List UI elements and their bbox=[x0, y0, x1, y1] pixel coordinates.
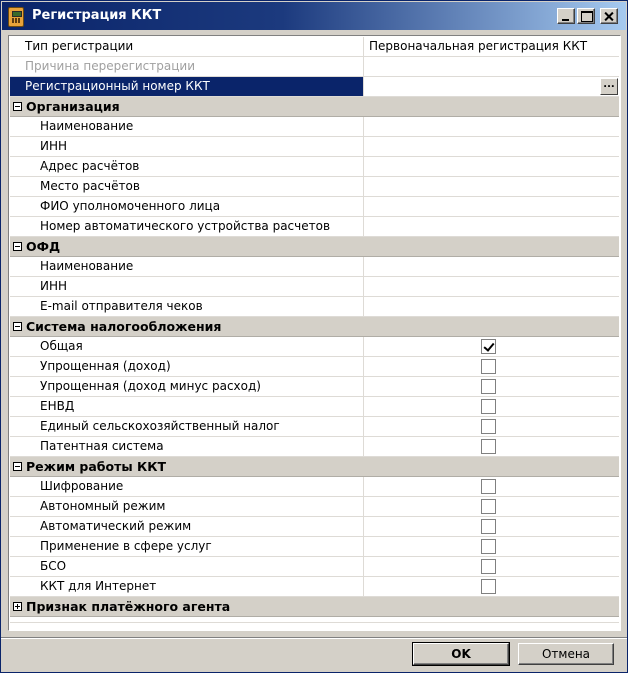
property-name: Причина перерегистрации bbox=[10, 57, 364, 76]
property-row[interactable] bbox=[10, 437, 619, 457]
property-row[interactable] bbox=[10, 297, 619, 317]
property-row[interactable] bbox=[10, 397, 619, 417]
property-grid-body bbox=[10, 37, 619, 629]
property-value[interactable] bbox=[364, 77, 619, 96]
property-name: Шифрование bbox=[10, 477, 364, 496]
property-value[interactable] bbox=[364, 517, 619, 536]
kkt-app-icon bbox=[8, 7, 24, 27]
property-value[interactable] bbox=[364, 417, 619, 436]
property-row[interactable] bbox=[10, 577, 619, 597]
property-name: Автономный режим bbox=[10, 497, 364, 516]
property-name: Общая bbox=[10, 337, 364, 356]
property-value[interactable] bbox=[364, 57, 619, 76]
property-name: Адрес расчётов bbox=[10, 157, 364, 176]
property-name: Регистрационный номер ККТ bbox=[10, 77, 364, 96]
property-value[interactable] bbox=[364, 477, 619, 496]
property-value[interactable] bbox=[364, 537, 619, 556]
property-value[interactable] bbox=[364, 437, 619, 456]
property-value[interactable] bbox=[364, 357, 619, 376]
checkbox[interactable] bbox=[481, 539, 496, 554]
property-name: ИНН bbox=[10, 277, 364, 296]
minimize-button[interactable] bbox=[557, 8, 575, 24]
property-name: Тип регистрации bbox=[10, 37, 364, 56]
property-row[interactable] bbox=[10, 157, 619, 177]
checkbox[interactable] bbox=[481, 439, 496, 454]
property-row[interactable] bbox=[10, 197, 619, 217]
category-label bbox=[10, 317, 221, 336]
property-row[interactable] bbox=[10, 377, 619, 397]
property-name: E-mail отправителя чеков bbox=[10, 297, 364, 316]
property-row[interactable] bbox=[10, 117, 619, 137]
property-row[interactable] bbox=[10, 77, 619, 97]
collapse-icon[interactable] bbox=[13, 102, 22, 111]
category-label bbox=[10, 97, 120, 116]
category-tax[interactable] bbox=[10, 317, 619, 337]
property-row[interactable] bbox=[10, 57, 619, 77]
property-row[interactable] bbox=[10, 477, 619, 497]
category-mode[interactable] bbox=[10, 457, 619, 477]
checkbox[interactable] bbox=[481, 579, 496, 594]
property-name: ЕНВД bbox=[10, 397, 364, 416]
property-value[interactable] bbox=[364, 157, 619, 176]
property-row[interactable] bbox=[10, 417, 619, 437]
button-separator bbox=[1, 637, 627, 639]
checkbox[interactable] bbox=[481, 339, 496, 354]
category-organization[interactable] bbox=[10, 97, 619, 117]
property-value[interactable] bbox=[364, 397, 619, 416]
property-name: Единый сельскохозяйственный налог bbox=[10, 417, 364, 436]
property-row[interactable] bbox=[10, 137, 619, 157]
property-name: Наименование bbox=[10, 117, 364, 136]
property-name: Применение в сфере услуг bbox=[10, 537, 364, 556]
property-value[interactable] bbox=[364, 197, 619, 216]
collapse-icon[interactable] bbox=[13, 462, 22, 471]
checkbox[interactable] bbox=[481, 519, 496, 534]
horizontal-scrollbar[interactable] bbox=[10, 622, 619, 630]
expand-icon[interactable] bbox=[13, 602, 22, 611]
checkbox[interactable] bbox=[481, 499, 496, 514]
category-title: Организация bbox=[26, 99, 120, 114]
property-value[interactable]: Первоначальная регистрация ККТ bbox=[369, 39, 588, 53]
property-value[interactable] bbox=[364, 377, 619, 396]
property-value[interactable] bbox=[364, 257, 619, 276]
close-button[interactable] bbox=[600, 8, 618, 24]
property-value[interactable] bbox=[364, 177, 619, 196]
property-row[interactable] bbox=[10, 557, 619, 577]
maximize-button[interactable] bbox=[577, 8, 595, 24]
property-name: Патентная система bbox=[10, 437, 364, 456]
category-title: Признак платёжного агента bbox=[26, 599, 231, 614]
checkbox[interactable] bbox=[481, 419, 496, 434]
checkbox[interactable] bbox=[481, 379, 496, 394]
property-value[interactable] bbox=[364, 137, 619, 156]
property-value[interactable] bbox=[364, 297, 619, 316]
property-name: Наименование bbox=[10, 257, 364, 276]
category-title: ОФД bbox=[26, 239, 61, 254]
category-label bbox=[10, 457, 166, 476]
property-row[interactable] bbox=[10, 337, 619, 357]
property-row[interactable] bbox=[10, 497, 619, 517]
category-title: Режим работы ККТ bbox=[26, 459, 166, 474]
category-label bbox=[10, 237, 60, 256]
ok-button[interactable]: OK bbox=[413, 643, 509, 665]
window-title: Регистрация ККТ bbox=[32, 8, 162, 23]
property-name: БСО bbox=[10, 557, 364, 576]
property-row[interactable] bbox=[10, 517, 619, 537]
checkbox[interactable] bbox=[481, 479, 496, 494]
property-row[interactable] bbox=[10, 177, 619, 197]
title-bar[interactable] bbox=[2, 2, 626, 30]
property-row[interactable] bbox=[10, 37, 619, 57]
category-label bbox=[10, 597, 230, 616]
checkbox[interactable] bbox=[481, 399, 496, 414]
property-name: Автоматический режим bbox=[10, 517, 364, 536]
checkbox[interactable] bbox=[481, 559, 496, 574]
property-row[interactable] bbox=[10, 537, 619, 557]
ellipsis-button[interactable]: ... bbox=[600, 78, 618, 95]
cancel-button[interactable]: Отмена bbox=[518, 643, 614, 665]
property-row[interactable] bbox=[10, 357, 619, 377]
category-ofd[interactable] bbox=[10, 237, 619, 257]
property-value[interactable] bbox=[364, 337, 619, 356]
collapse-icon[interactable] bbox=[13, 242, 22, 251]
property-name: ИНН bbox=[10, 137, 364, 156]
property-name: Место расчётов bbox=[10, 177, 364, 196]
property-row[interactable] bbox=[10, 217, 619, 237]
property-name: Номер автоматического устройства расчетов bbox=[10, 217, 364, 236]
property-value[interactable] bbox=[364, 217, 619, 236]
category-title: Система налогообложения bbox=[26, 319, 222, 334]
category-payment_agent[interactable] bbox=[10, 597, 619, 617]
property-value[interactable] bbox=[364, 557, 619, 576]
property-value[interactable] bbox=[364, 577, 619, 596]
property-name: ФИО уполномоченного лица bbox=[10, 197, 364, 216]
collapse-icon[interactable] bbox=[13, 322, 22, 331]
property-value[interactable] bbox=[364, 497, 619, 516]
property-name: Упрощенная (доход) bbox=[10, 357, 364, 376]
property-value[interactable] bbox=[364, 277, 619, 296]
property-value[interactable] bbox=[364, 117, 619, 136]
property-name: Упрощенная (доход минус расход) bbox=[10, 377, 364, 396]
property-row[interactable] bbox=[10, 257, 619, 277]
property-grid bbox=[8, 35, 621, 631]
property-row[interactable] bbox=[10, 277, 619, 297]
checkbox[interactable] bbox=[481, 359, 496, 374]
property-name: ККТ для Интернет bbox=[10, 577, 364, 596]
